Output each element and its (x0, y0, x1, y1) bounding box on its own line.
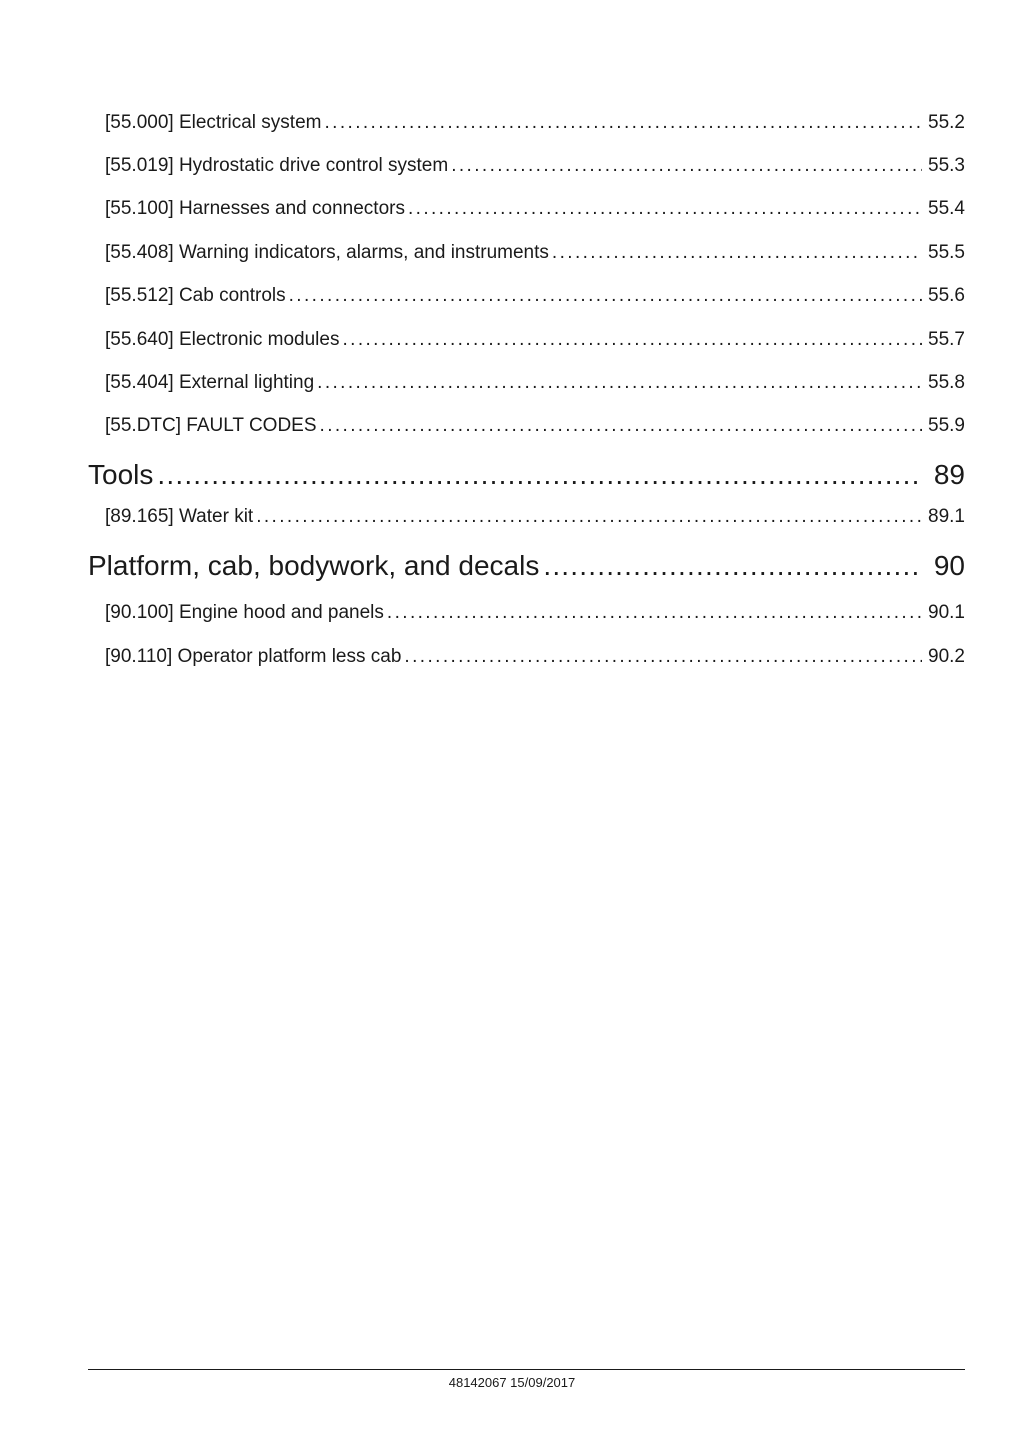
toc-entry-55-000[interactable] (105, 112, 965, 138)
toc-entry-55-019[interactable] (105, 155, 965, 181)
toc-entry-55-100[interactable] (105, 198, 965, 224)
toc-section-platform-cab-bodywork-decals[interactable] (88, 550, 965, 586)
toc-leader-dots (324, 112, 922, 134)
toc-section-page: 90 (933, 550, 965, 581)
toc-leader-dots (289, 285, 922, 307)
toc-leader-dots (404, 646, 922, 668)
toc-entry-page: 55.3 (928, 155, 965, 176)
toc-entry-page: 89.1 (928, 506, 965, 527)
toc-entry-55-640[interactable] (105, 329, 965, 355)
toc-leader-dots (256, 506, 922, 528)
toc-entry-title: [89.165] Water kit (105, 506, 254, 527)
toc-leader-dots (408, 198, 922, 220)
toc-entry-90-110[interactable] (105, 646, 965, 672)
toc-entry-90-100[interactable] (105, 602, 965, 628)
toc-entry-page: 90.2 (928, 646, 965, 667)
toc-entry-page: 55.2 (928, 112, 965, 133)
toc-entry-title: [90.110] Operator platform less cab (105, 646, 402, 667)
toc-entry-title: [55.000] Electrical system (105, 112, 322, 133)
toc-leader-dots (552, 242, 922, 264)
toc-section-title: Platform, cab, bodywork, and decals (88, 550, 540, 581)
toc-entry-page: 55.4 (928, 198, 965, 219)
footer-document-number-date: 48142067 15/09/2017 (448, 1375, 576, 1390)
toc-entry-title: [55.640] Electronic modules (105, 329, 340, 350)
toc-entry-page: 55.7 (928, 329, 965, 350)
toc-entry-55-404[interactable] (105, 372, 965, 398)
toc-entry-title: [55.404] External lighting (105, 372, 315, 393)
toc-entry-page: 55.8 (928, 372, 965, 393)
toc-section-tools[interactable] (88, 459, 965, 495)
toc-leader-dots (451, 155, 922, 177)
toc-section-title: Tools (88, 459, 154, 490)
toc-entry-page: 55.5 (928, 242, 965, 263)
toc-entry-page: 55.6 (928, 285, 965, 306)
toc-entry-page: 55.9 (928, 415, 965, 436)
toc-entry-title: [55.DTC] FAULT CODES (105, 415, 317, 436)
toc-leader-dots (320, 415, 923, 437)
toc-entry-55-408[interactable] (105, 242, 965, 268)
toc-entry-title: [55.100] Harnesses and connectors (105, 198, 405, 219)
toc-entry-page: 90.1 (928, 602, 965, 623)
toc-entry-title: [90.100] Engine hood and panels (105, 602, 384, 623)
toc-entry-89-165[interactable] (105, 506, 965, 532)
toc-entry-55-512[interactable] (105, 285, 965, 311)
toc-leader-dots (543, 550, 920, 582)
toc-entry-55-dtc[interactable] (105, 415, 965, 441)
toc-entry-title: [55.512] Cab controls (105, 285, 286, 306)
toc-section-page: 89 (933, 459, 965, 490)
toc-entry-title: [55.408] Warning indicators, alarms, and instruments (105, 242, 549, 263)
toc-leader-dots (387, 602, 922, 624)
toc-leader-dots (342, 329, 922, 351)
toc-leader-dots (157, 459, 919, 491)
toc-entry-title: [55.019] Hydrostatic drive control system (105, 155, 449, 176)
toc-leader-dots (317, 372, 922, 394)
footer-divider (88, 1369, 965, 1370)
